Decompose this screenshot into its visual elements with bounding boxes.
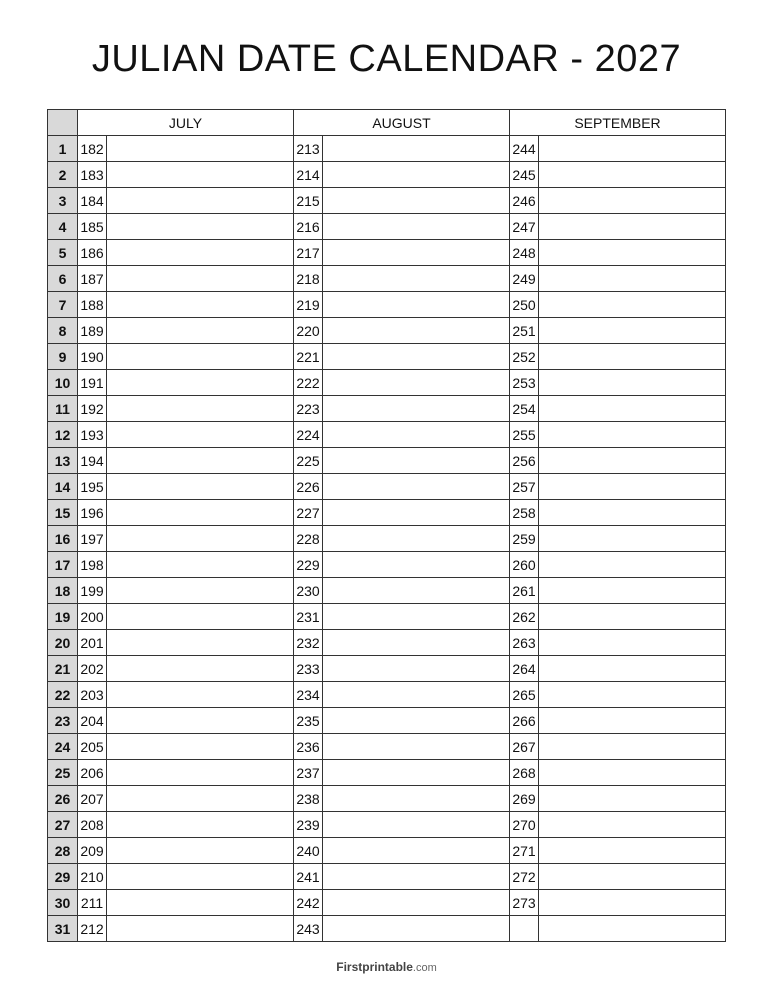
day-number-cell: 4 — [48, 214, 78, 240]
notes-cell — [539, 474, 726, 500]
month-header-august: AUGUST — [294, 110, 510, 136]
notes-cell — [323, 864, 510, 890]
notes-cell — [539, 890, 726, 916]
julian-day-cell: 230 — [294, 578, 323, 604]
notes-cell — [539, 396, 726, 422]
notes-cell — [539, 318, 726, 344]
notes-cell — [107, 578, 294, 604]
day-number-cell: 10 — [48, 370, 78, 396]
day-number-cell: 6 — [48, 266, 78, 292]
day-number-cell: 9 — [48, 344, 78, 370]
day-number-cell: 20 — [48, 630, 78, 656]
header-row — [48, 110, 726, 136]
notes-cell — [539, 656, 726, 682]
julian-day-cell: 234 — [294, 682, 323, 708]
julian-day-cell: 223 — [294, 396, 323, 422]
julian-day-cell: 231 — [294, 604, 323, 630]
julian-day-cell: 184 — [78, 188, 107, 214]
julian-day-cell: 185 — [78, 214, 107, 240]
table-row — [48, 422, 726, 448]
footer-brand — [0, 960, 773, 974]
julian-day-cell: 186 — [78, 240, 107, 266]
day-number-cell: 25 — [48, 760, 78, 786]
notes-cell — [107, 370, 294, 396]
day-number-cell: 30 — [48, 890, 78, 916]
day-number-cell: 7 — [48, 292, 78, 318]
julian-day-cell: 263 — [510, 630, 539, 656]
notes-cell — [539, 292, 726, 318]
day-number-cell: 8 — [48, 318, 78, 344]
notes-cell — [323, 734, 510, 760]
julian-day-cell: 256 — [510, 448, 539, 474]
julian-day-cell: 183 — [78, 162, 107, 188]
notes-cell — [539, 162, 726, 188]
julian-day-cell: 261 — [510, 578, 539, 604]
julian-day-cell: 217 — [294, 240, 323, 266]
julian-day-cell: 182 — [78, 136, 107, 162]
julian-day-cell: 190 — [78, 344, 107, 370]
julian-day-cell: 222 — [294, 370, 323, 396]
julian-day-cell: 193 — [78, 422, 107, 448]
julian-day-cell: 255 — [510, 422, 539, 448]
julian-day-cell: 228 — [294, 526, 323, 552]
notes-cell — [107, 448, 294, 474]
julian-day-cell: 236 — [294, 734, 323, 760]
table-row — [48, 552, 726, 578]
julian-day-cell: 252 — [510, 344, 539, 370]
julian-day-cell: 202 — [78, 656, 107, 682]
day-number-cell: 28 — [48, 838, 78, 864]
julian-day-cell: 208 — [78, 812, 107, 838]
notes-cell — [539, 604, 726, 630]
notes-cell — [323, 526, 510, 552]
brand-tld: .com — [412, 962, 437, 974]
notes-cell — [107, 812, 294, 838]
julian-day-cell: 262 — [510, 604, 539, 630]
notes-cell — [323, 760, 510, 786]
notes-cell — [107, 318, 294, 344]
notes-cell — [539, 838, 726, 864]
day-number-cell: 21 — [48, 656, 78, 682]
day-number-cell: 24 — [48, 734, 78, 760]
notes-cell — [323, 448, 510, 474]
table-row — [48, 734, 726, 760]
julian-day-cell: 240 — [294, 838, 323, 864]
notes-cell — [539, 344, 726, 370]
julian-day-cell: 227 — [294, 500, 323, 526]
julian-day-cell: 203 — [78, 682, 107, 708]
table-row — [48, 890, 726, 916]
table-row — [48, 448, 726, 474]
notes-cell — [539, 500, 726, 526]
julian-day-cell: 196 — [78, 500, 107, 526]
notes-cell — [539, 812, 726, 838]
julian-day-cell: 245 — [510, 162, 539, 188]
notes-cell — [323, 578, 510, 604]
notes-cell — [323, 838, 510, 864]
notes-cell — [539, 786, 726, 812]
notes-cell — [323, 890, 510, 916]
notes-cell — [539, 578, 726, 604]
table-row — [48, 630, 726, 656]
julian-day-cell: 210 — [78, 864, 107, 890]
table-row — [48, 864, 726, 890]
julian-day-cell: 197 — [78, 526, 107, 552]
day-number-cell: 31 — [48, 916, 78, 942]
table-row — [48, 396, 726, 422]
notes-cell — [323, 318, 510, 344]
julian-day-cell: 265 — [510, 682, 539, 708]
table-row — [48, 812, 726, 838]
julian-day-cell: 194 — [78, 448, 107, 474]
julian-day-cell: 266 — [510, 708, 539, 734]
julian-day-cell: 189 — [78, 318, 107, 344]
notes-cell — [323, 396, 510, 422]
day-number-cell: 12 — [48, 422, 78, 448]
month-header-september: SEPTEMBER — [510, 110, 726, 136]
notes-cell — [539, 734, 726, 760]
julian-day-cell: 229 — [294, 552, 323, 578]
julian-day-cell: 209 — [78, 838, 107, 864]
day-number-cell: 22 — [48, 682, 78, 708]
julian-day-cell: 225 — [294, 448, 323, 474]
notes-cell — [539, 370, 726, 396]
day-number-cell: 2 — [48, 162, 78, 188]
julian-day-cell: 247 — [510, 214, 539, 240]
julian-day-cell: 205 — [78, 734, 107, 760]
notes-cell — [323, 500, 510, 526]
table-row — [48, 786, 726, 812]
notes-cell — [107, 162, 294, 188]
julian-calendar-table — [47, 109, 726, 942]
julian-day-cell: 213 — [294, 136, 323, 162]
notes-cell — [539, 422, 726, 448]
notes-cell — [107, 188, 294, 214]
notes-cell — [539, 448, 726, 474]
notes-cell — [107, 214, 294, 240]
notes-cell — [107, 760, 294, 786]
day-number-cell: 18 — [48, 578, 78, 604]
julian-day-cell: 269 — [510, 786, 539, 812]
notes-cell — [323, 188, 510, 214]
notes-cell — [323, 266, 510, 292]
table-row — [48, 656, 726, 682]
table-row — [48, 266, 726, 292]
brand-name: Firstprintable — [336, 960, 413, 974]
notes-cell — [323, 240, 510, 266]
julian-day-cell: 191 — [78, 370, 107, 396]
table-row — [48, 604, 726, 630]
day-number-cell: 15 — [48, 500, 78, 526]
table-row — [48, 526, 726, 552]
julian-day-cell: 204 — [78, 708, 107, 734]
julian-day-cell: 218 — [294, 266, 323, 292]
notes-cell — [323, 136, 510, 162]
julian-day-cell: 243 — [294, 916, 323, 942]
julian-day-cell: 260 — [510, 552, 539, 578]
table-row — [48, 292, 726, 318]
notes-cell — [107, 552, 294, 578]
table-row — [48, 682, 726, 708]
julian-day-cell: 226 — [294, 474, 323, 500]
julian-day-cell: 206 — [78, 760, 107, 786]
notes-cell — [107, 240, 294, 266]
table-row — [48, 136, 726, 162]
julian-day-cell: 241 — [294, 864, 323, 890]
notes-cell — [107, 864, 294, 890]
julian-day-cell: 250 — [510, 292, 539, 318]
notes-cell — [323, 370, 510, 396]
julian-day-cell: 270 — [510, 812, 539, 838]
julian-day-cell: 238 — [294, 786, 323, 812]
julian-day-cell: 258 — [510, 500, 539, 526]
julian-day-cell: 200 — [78, 604, 107, 630]
julian-day-cell: 224 — [294, 422, 323, 448]
table-row — [48, 162, 726, 188]
table-row — [48, 344, 726, 370]
notes-cell — [323, 708, 510, 734]
table-row — [48, 916, 726, 942]
julian-day-cell: 211 — [78, 890, 107, 916]
notes-cell — [107, 682, 294, 708]
notes-cell — [323, 786, 510, 812]
notes-cell — [107, 396, 294, 422]
table-row — [48, 578, 726, 604]
julian-day-cell: 195 — [78, 474, 107, 500]
page-title: JULIAN DATE CALENDAR - 2027 — [91, 38, 682, 80]
julian-day-cell: 187 — [78, 266, 107, 292]
julian-day-cell: 271 — [510, 838, 539, 864]
julian-day-cell: 221 — [294, 344, 323, 370]
notes-cell — [323, 682, 510, 708]
julian-day-cell: 239 — [294, 812, 323, 838]
notes-cell — [539, 630, 726, 656]
notes-cell — [107, 500, 294, 526]
notes-cell — [107, 786, 294, 812]
notes-cell — [107, 266, 294, 292]
table-row — [48, 708, 726, 734]
day-number-cell: 13 — [48, 448, 78, 474]
notes-cell — [323, 552, 510, 578]
day-number-cell: 29 — [48, 864, 78, 890]
notes-cell — [107, 838, 294, 864]
notes-cell — [323, 344, 510, 370]
table-row — [48, 474, 726, 500]
julian-day-cell: 212 — [78, 916, 107, 942]
notes-cell — [107, 292, 294, 318]
table-row — [48, 370, 726, 396]
julian-day-cell: 251 — [510, 318, 539, 344]
notes-cell — [539, 760, 726, 786]
julian-day-cell — [510, 916, 539, 942]
notes-cell — [539, 136, 726, 162]
julian-day-cell: 257 — [510, 474, 539, 500]
notes-cell — [107, 344, 294, 370]
notes-cell — [539, 188, 726, 214]
notes-cell — [539, 266, 726, 292]
notes-cell — [107, 890, 294, 916]
julian-day-cell: 253 — [510, 370, 539, 396]
notes-cell — [323, 656, 510, 682]
notes-cell — [107, 916, 294, 942]
julian-day-cell: 201 — [78, 630, 107, 656]
table-row — [48, 318, 726, 344]
julian-day-cell: 220 — [294, 318, 323, 344]
notes-cell — [539, 214, 726, 240]
julian-day-cell: 199 — [78, 578, 107, 604]
julian-day-cell: 268 — [510, 760, 539, 786]
table-row — [48, 240, 726, 266]
notes-cell — [323, 630, 510, 656]
julian-day-cell: 216 — [294, 214, 323, 240]
day-number-cell: 19 — [48, 604, 78, 630]
table-row — [48, 760, 726, 786]
table-row — [48, 214, 726, 240]
notes-cell — [539, 864, 726, 890]
notes-cell — [323, 162, 510, 188]
day-number-cell: 17 — [48, 552, 78, 578]
notes-cell — [323, 214, 510, 240]
notes-cell — [539, 240, 726, 266]
corner-cell — [48, 110, 78, 136]
day-number-cell: 26 — [48, 786, 78, 812]
julian-day-cell: 219 — [294, 292, 323, 318]
julian-day-cell: 249 — [510, 266, 539, 292]
julian-day-cell: 272 — [510, 864, 539, 890]
notes-cell — [539, 552, 726, 578]
julian-day-cell: 254 — [510, 396, 539, 422]
julian-day-cell: 264 — [510, 656, 539, 682]
day-number-cell: 16 — [48, 526, 78, 552]
julian-day-cell: 235 — [294, 708, 323, 734]
month-header-july: JULY — [78, 110, 294, 136]
notes-cell — [107, 656, 294, 682]
day-number-cell: 14 — [48, 474, 78, 500]
notes-cell — [107, 708, 294, 734]
notes-cell — [107, 630, 294, 656]
julian-day-cell: 267 — [510, 734, 539, 760]
notes-cell — [539, 682, 726, 708]
table-row — [48, 188, 726, 214]
notes-cell — [323, 604, 510, 630]
notes-cell — [539, 526, 726, 552]
notes-cell — [107, 734, 294, 760]
table-row — [48, 500, 726, 526]
day-number-cell: 11 — [48, 396, 78, 422]
notes-cell — [539, 916, 726, 942]
table-row — [48, 838, 726, 864]
notes-cell — [107, 422, 294, 448]
notes-cell — [323, 916, 510, 942]
notes-cell — [323, 292, 510, 318]
notes-cell — [107, 604, 294, 630]
julian-day-cell: 273 — [510, 890, 539, 916]
notes-cell — [107, 526, 294, 552]
day-number-cell: 1 — [48, 136, 78, 162]
day-number-cell: 5 — [48, 240, 78, 266]
notes-cell — [323, 474, 510, 500]
julian-day-cell: 192 — [78, 396, 107, 422]
julian-day-cell: 242 — [294, 890, 323, 916]
notes-cell — [107, 474, 294, 500]
notes-cell — [323, 812, 510, 838]
day-number-cell: 23 — [48, 708, 78, 734]
julian-day-cell: 188 — [78, 292, 107, 318]
notes-cell — [539, 708, 726, 734]
day-number-cell: 3 — [48, 188, 78, 214]
day-number-cell: 27 — [48, 812, 78, 838]
julian-day-cell: 233 — [294, 656, 323, 682]
julian-day-cell: 214 — [294, 162, 323, 188]
calendar-body — [48, 136, 726, 942]
notes-cell — [107, 136, 294, 162]
julian-day-cell: 244 — [510, 136, 539, 162]
julian-day-cell: 237 — [294, 760, 323, 786]
julian-day-cell: 215 — [294, 188, 323, 214]
julian-day-cell: 246 — [510, 188, 539, 214]
julian-day-cell: 198 — [78, 552, 107, 578]
notes-cell — [323, 422, 510, 448]
julian-day-cell: 232 — [294, 630, 323, 656]
julian-day-cell: 248 — [510, 240, 539, 266]
julian-day-cell: 259 — [510, 526, 539, 552]
julian-day-cell: 207 — [78, 786, 107, 812]
